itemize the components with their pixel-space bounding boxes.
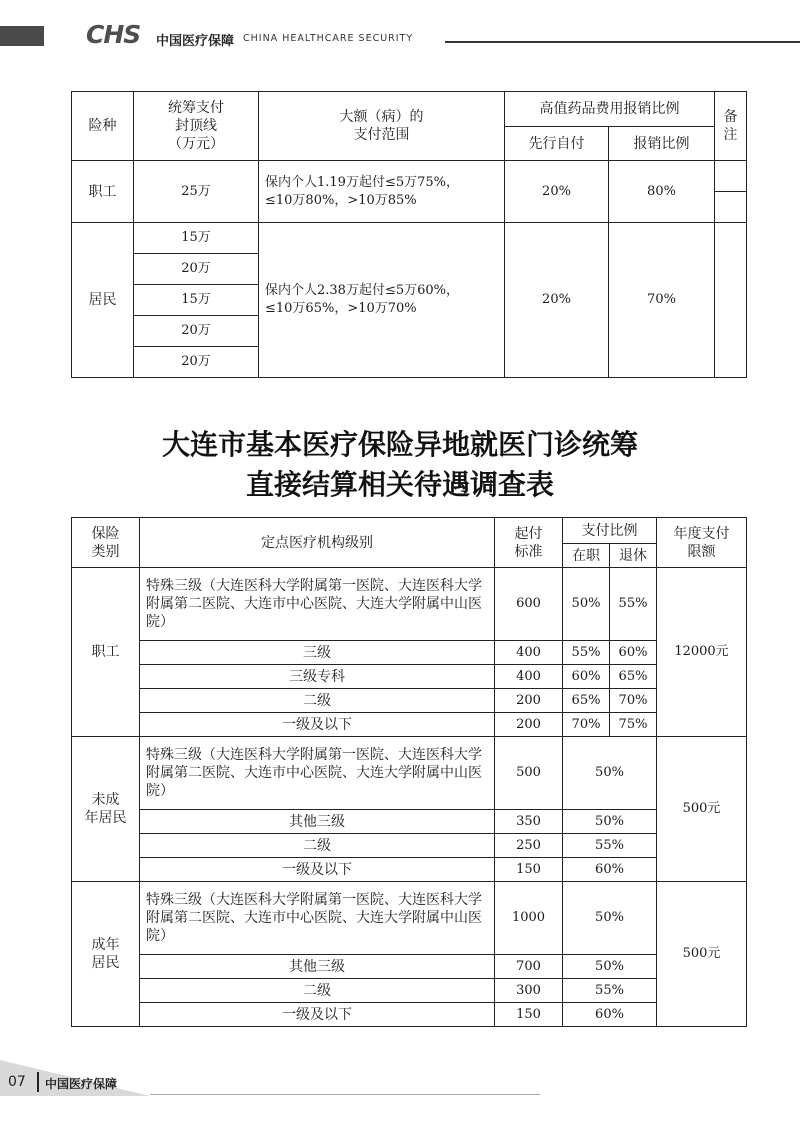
employed-ratio: 55% [563,641,610,665]
level: 三级 [140,641,495,665]
th2-annual: 年度支付 限额 [657,518,747,568]
footer-divider [37,1072,39,1092]
resident-cap: 15万 [134,285,259,316]
worker-self-pay: 20% [505,161,609,223]
worker-ratio: 80% [609,161,715,223]
retired-ratio: 65% [610,665,657,689]
adult-annual: 500元 [657,882,747,1027]
pay-ratio: 50% [563,737,657,810]
resident-ratio: 70% [609,223,715,378]
employed-ratio: 65% [563,689,610,713]
special-level: 特殊三级（大连医科大学附属第一医院、大连医科大学附属第二医院、大连市中心医院、大连大学附属中山医院） [140,568,495,641]
chs-logo: CHS [86,20,141,49]
th-note: 备 注 [715,92,747,161]
minor-annual: 500元 [657,737,747,882]
worker2-annual: 12000元 [657,568,747,737]
minor-type: 未成 年居民 [72,737,140,882]
header-title-en: CHINA HEALTHCARE SECURITY [243,33,414,44]
employed-ratio: 70% [563,713,610,737]
pay-ratio: 55% [563,834,657,858]
employed-ratio: 50% [563,568,610,641]
worker-note-1 [715,161,747,192]
level: 其他三级 [140,810,495,834]
th2-employed: 在职 [563,544,610,568]
special-level: 特殊三级（大连医科大学附属第一医院、大连医科大学附属第二医院、大连市中心医院、大连大学附属中山医院） [140,737,495,810]
th-cap: 统筹支付 封顶线 （万元） [134,92,259,161]
pay-ratio: 60% [563,858,657,882]
deductible: 200 [495,713,563,737]
worker-type: 职工 [72,161,134,223]
special-level: 特殊三级（大连医科大学附属第一医院、大连医科大学附属第二医院、大连市中心医院、大连大学附属中山医院） [140,882,495,955]
deductible: 600 [495,568,563,641]
retired-ratio: 75% [610,713,657,737]
reimbursement-table [71,91,747,378]
th2-level: 定点医疗机构级别 [140,518,495,568]
level: 二级 [140,979,495,1003]
deductible: 250 [495,834,563,858]
th-range: 大额（病）的 支付范围 [259,92,505,161]
pay-ratio: 60% [563,1003,657,1027]
th2-deductible: 起付 标准 [495,518,563,568]
deductible: 300 [495,979,563,1003]
pay-ratio: 55% [563,979,657,1003]
level: 一级及以下 [140,858,495,882]
level: 一级及以下 [140,1003,495,1027]
th2-retired: 退休 [610,544,657,568]
header-title-cn: 中国医疗保障 [156,34,235,49]
resident-self-pay: 20% [505,223,609,378]
footer-rule [150,1094,540,1095]
footer-publication-name: 中国医疗保障 [45,1077,118,1091]
resident-cap: 20万 [134,316,259,347]
resident-type: 居民 [72,223,134,378]
deductible: 400 [495,665,563,689]
deductible: 500 [495,737,563,810]
deductible: 200 [495,689,563,713]
retired-ratio: 70% [610,689,657,713]
pay-ratio: 50% [563,955,657,979]
adult-type: 成年 居民 [72,882,140,1027]
worker-range: 保内个人1.19万起付≤5万75%， ≤10万80%，>10万85% [259,161,505,223]
level: 一级及以下 [140,713,495,737]
deductible: 400 [495,641,563,665]
header-decor-block [0,26,44,46]
resident-cap: 15万 [134,223,259,254]
resident-range: 保内个人2.38万起付≤5万60%， ≤10万65%，>10万70% [259,223,505,378]
deductible: 350 [495,810,563,834]
resident-note [715,223,747,378]
deductible: 700 [495,955,563,979]
deductible: 1000 [495,882,563,955]
outpatient-survey-table [71,517,747,1027]
page-number: 07 [8,1074,26,1090]
level: 三级专科 [140,665,495,689]
resident-cap: 20万 [134,254,259,285]
th-ratio: 报销比例 [609,127,715,161]
worker-cap: 25万 [134,161,259,223]
employed-ratio: 60% [563,665,610,689]
level: 二级 [140,834,495,858]
th-type: 险种 [72,92,134,161]
th2-type: 保险 类别 [72,518,140,568]
worker-note-2 [715,192,747,223]
deductible: 150 [495,858,563,882]
pay-ratio: 50% [563,882,657,955]
resident-cap: 20万 [134,347,259,378]
retired-ratio: 60% [610,641,657,665]
th-self-pay: 先行自付 [505,127,609,161]
pay-ratio: 50% [563,810,657,834]
level: 其他三级 [140,955,495,979]
deductible: 150 [495,1003,563,1027]
header-rule [445,41,800,43]
th2-ratio: 支付比例 [563,518,657,544]
title-line-1: 大连市基本医疗保险异地就医门诊统筹 [161,428,638,461]
title-line-2: 直接结算相关待遇调查表 [245,468,554,501]
th-high-drug: 高值药品费用报销比例 [505,92,715,127]
worker2-type: 职工 [72,568,140,737]
retired-ratio: 55% [610,568,657,641]
section-title [0,425,800,505]
level: 二级 [140,689,495,713]
